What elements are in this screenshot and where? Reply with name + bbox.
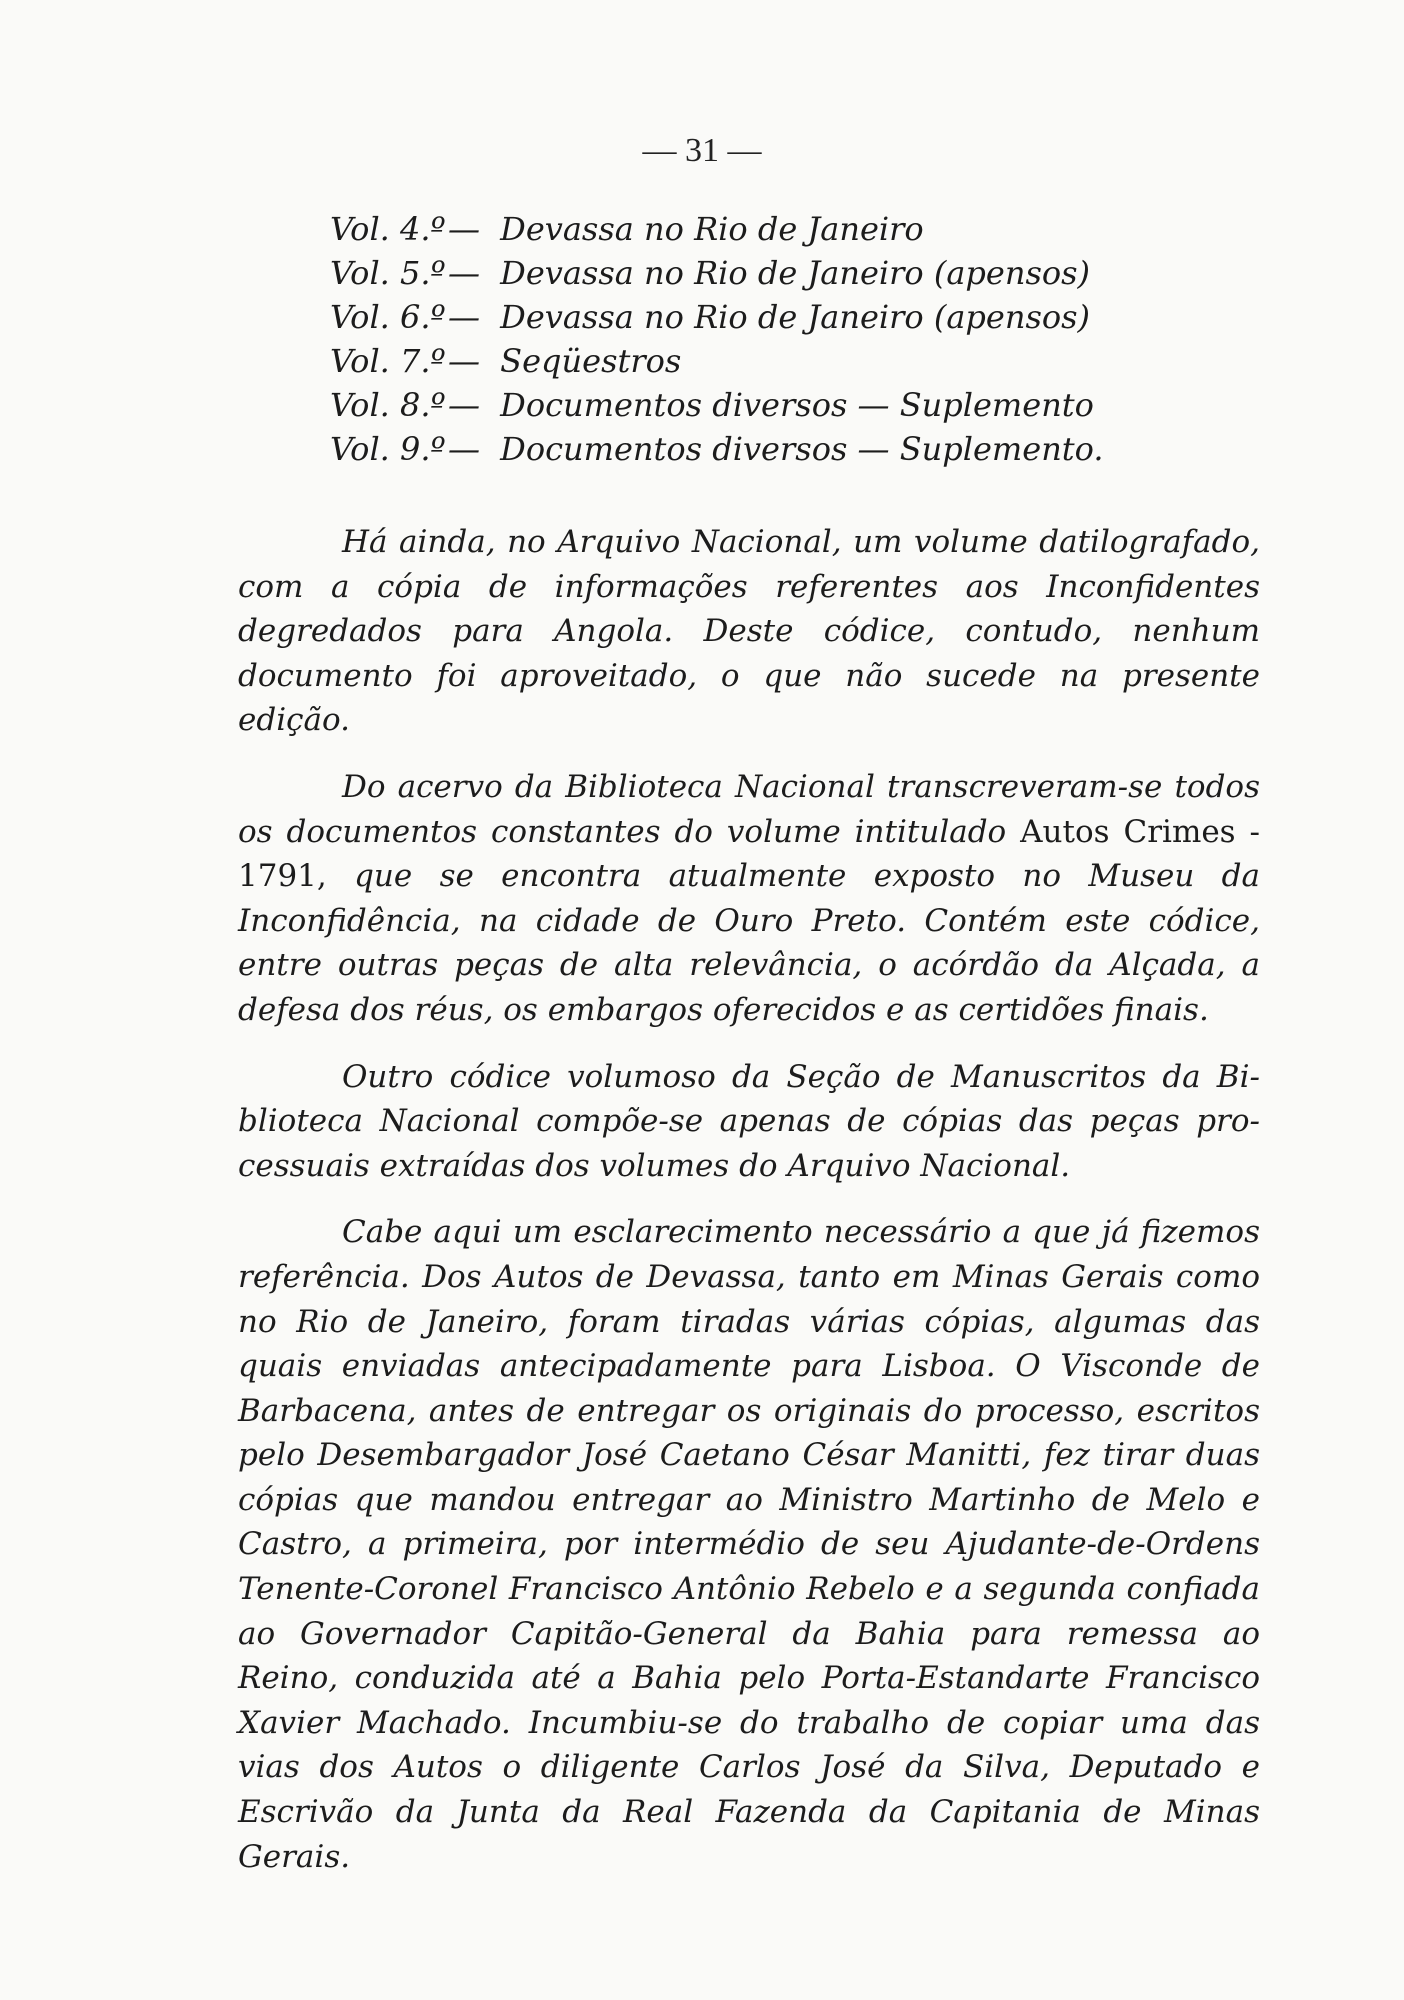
volume-dash: — (448, 298, 480, 336)
volume-label: Vol. 6.º (330, 298, 446, 336)
paragraph-esclarecimento: Cabe aqui um esclarecimento necessário a que já fizemos referência. Dos Autos de Devassa, tanto em Minas Gerais como no Rio de Janeiro, foram tiradas várias cópias, algumas das quais enviadas antecipadamente para Lisboa. O Visconde de Barbacena, antes de entregar os originais do processo, escritos pelo Desembargador José Caetano César Manitti, fez tirar duas cópias que mandou entregar ao Ministro Martinho de Melo e Castro, a primeira, por intermédio de seu Ajudante-de-Ordens Tenente-Coronel Francisco Antônio Rebelo e a segunda confiada ao Governador Capitão-General da Bahia para remessa ao Reino, conduzida até a Bahia pelo Porta-Estandarte Francisco Xavier Machado. Incumbiu-se do trabalho de copiar uma das vias dos Autos o diligente Carlos José da Silva, Deputado e Escrivão da Junta da Real Fazenda da Capitania de Minas Gerais. (238, 1214, 1260, 1875)
volume-list (330, 207, 1310, 471)
volume-item (330, 295, 1310, 339)
volume-item (330, 207, 1310, 251)
volume-title-roman: Autos Crimes - 1791, (238, 813, 1261, 895)
paragraph-biblioteca-nacional (238, 765, 1260, 1033)
volume-title: Devassa no Rio de Janeiro (apensos) (500, 298, 1091, 336)
volume-item (330, 251, 1310, 295)
volume-title: Devassa no Rio de Janeiro (apensos) (500, 254, 1091, 292)
volume-dash: — (448, 342, 480, 380)
paragraph-text: que se encontra atualmente exposto no Museu da Inconfidência, na cidade de Ouro Preto. Contém este códice, entre outras peças de alta relevância, o acórdão da Alçada, a defesa dos réus, os embargos oferecidos e as certidões finais. (238, 858, 1260, 1028)
volume-dash: — (448, 254, 480, 292)
body-text (238, 520, 1260, 1901)
volume-label: Vol. 9.º (330, 430, 446, 468)
volume-dash: — (448, 386, 480, 424)
volume-dash: — (448, 210, 480, 248)
volume-label: Vol. 7.º (330, 342, 446, 380)
volume-dash: — (448, 430, 480, 468)
volume-item (330, 427, 1310, 471)
paragraph-arquivo-nacional: Há ainda, no Arquivo Nacional, um volume datilografado, com a cópia de informações referentes aos Inconfidentes degredados para Angola. Deste códice, contudo, nenhum documento foi aproveitado, o que não sucede na presente edição. (238, 524, 1260, 739)
volume-item (330, 339, 1310, 383)
paragraph-text: Do acervo da Biblioteca Nacional transcreveram-se todos os documentos constantes do volume intitulado (238, 768, 1260, 850)
volume-label: Vol. 4.º (330, 210, 446, 248)
volume-item (330, 383, 1310, 427)
page-number: — 31 — (642, 132, 762, 169)
volume-title: Documentos diversos — Suplemento (500, 386, 1094, 424)
volume-title: Documentos diversos — Suplemento. (500, 430, 1104, 468)
paragraph-secao-manuscritos: Outro códice volumoso da Seção de Manuscritos da Biblioteca Nacional compõe-se apenas de cópias das peças processuais extraídas dos volumes do Arquivo Nacional. (238, 1058, 1260, 1184)
volume-title: Devassa no Rio de Janeiro (500, 210, 924, 248)
volume-title: Seqüestros (500, 342, 682, 380)
volume-label: Vol. 5.º (330, 254, 446, 292)
volume-label: Vol. 8.º (330, 386, 446, 424)
